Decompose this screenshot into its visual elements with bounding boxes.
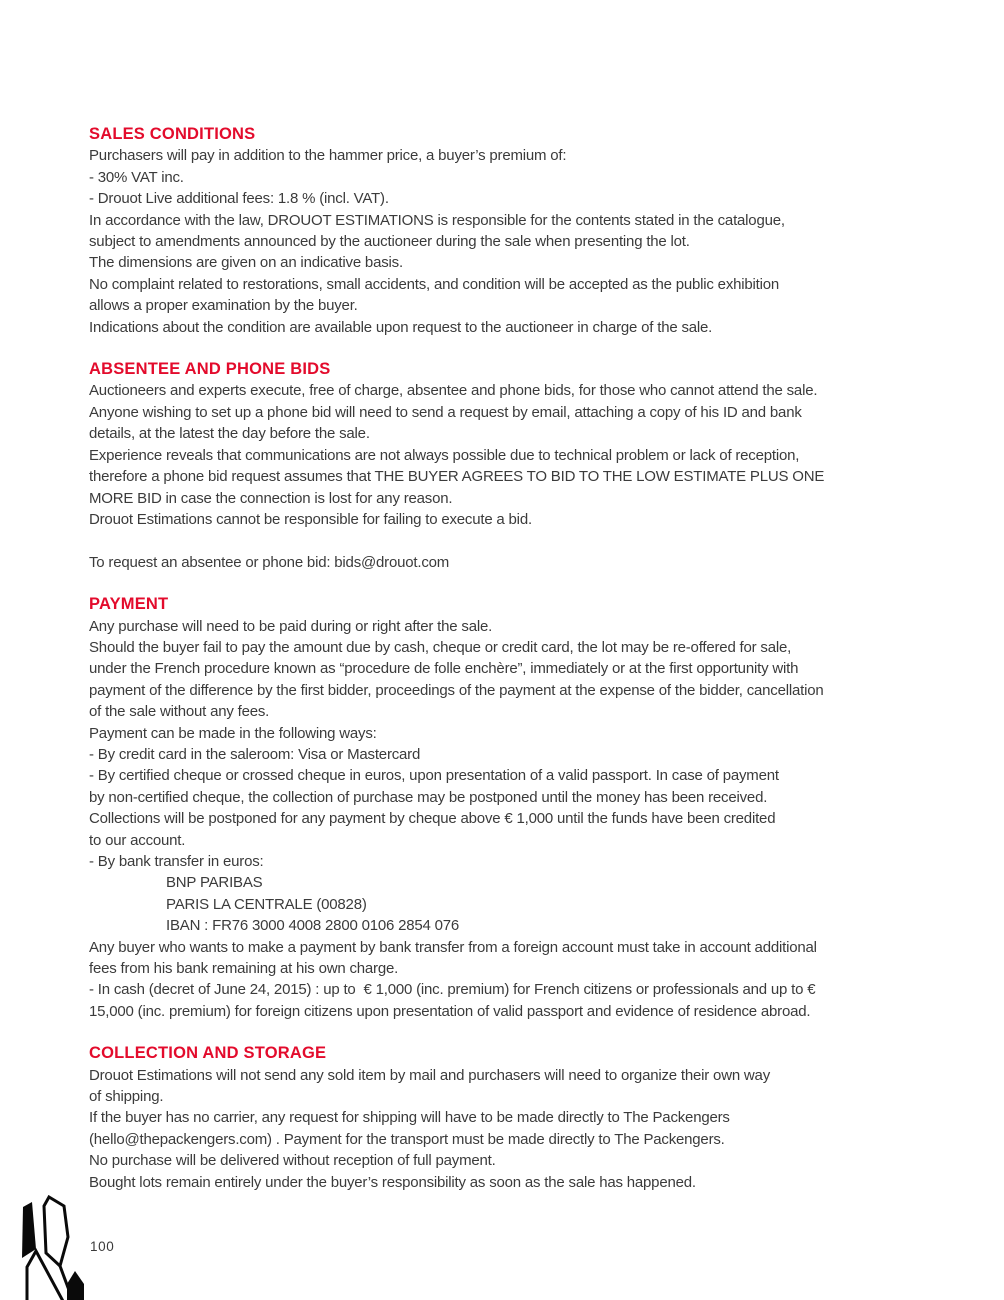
section-collection-storage xyxy=(89,1043,979,1193)
text-line: under the French procedure known as “procedure de folle enchère”, immediately or at the first opportunity with xyxy=(89,660,799,678)
text-line: Any buyer who wants to make a payment by bank transfer from a foreign account must take in account additional xyxy=(89,938,817,956)
section-text xyxy=(89,380,979,573)
text-line: Indications about the condition are available upon request to the auctioneer in charge of the sale. xyxy=(89,318,713,336)
text-line: Collections will be postponed for any payment by cheque above € 1,000 until the funds have been credited xyxy=(89,810,776,828)
section-heading: ABSENTEE AND PHONE BIDS xyxy=(89,360,331,379)
text-line: - By bank transfer in euros: xyxy=(89,852,264,870)
text-line: - By certified cheque or crossed cheque in euros, upon presentation of a valid passport. In case of payment xyxy=(89,767,779,785)
text-line: - Drouot Live additional fees: 1.8 % (incl. VAT). xyxy=(89,190,389,208)
text-line: Any purchase will need to be paid during or right after the sale. xyxy=(89,617,493,635)
text-line: Bought lots remain entirely under the buyer’s responsibility as soon as the sale has happened. xyxy=(89,1173,696,1191)
text-line: To request an absentee or phone bid: bids@drouot.com xyxy=(89,553,450,571)
text-line: of shipping. xyxy=(89,1088,164,1106)
text-line: Payment can be made in the following ways: xyxy=(89,724,377,742)
text-line: Experience reveals that communications are not always possible due to technical problem or lack of reception, xyxy=(89,446,800,464)
text-line: Should the buyer fail to pay the amount due by cash, cheque or credit card, the lot may be re-offered for sale, xyxy=(89,638,792,656)
text-line: - 30% VAT inc. xyxy=(89,168,184,186)
text-line: Drouot Estimations will not send any sold item by mail and purchasers will need to organize their own way xyxy=(89,1066,771,1084)
text-line: Anyone wishing to set up a phone bid will need to send a request by email, attaching a copy of his ID and bank xyxy=(89,403,802,421)
text-line: details, at the latest the day before the sale. xyxy=(89,425,370,443)
section-heading: SALES CONDITIONS xyxy=(89,125,256,143)
section-text xyxy=(89,1065,979,1193)
text-line: - By credit card in the saleroom: Visa or Mastercard xyxy=(89,745,421,763)
section-payment xyxy=(89,594,979,1022)
text-line: Drouot Estimations cannot be responsible for failing to execute a bid. xyxy=(89,510,532,528)
drouot-estimations-logo xyxy=(14,1195,94,1300)
text-line: PARIS LA CENTRALE (00828) xyxy=(89,895,367,913)
section-text xyxy=(89,616,979,1023)
text-line: of the sale without any fees. xyxy=(89,703,270,721)
text-line: (hello@thepackengers.com) . Payment for the transport must be made directly to The Packengers. xyxy=(89,1130,725,1148)
text-line: IBAN : FR76 3000 4008 2800 0106 2854 076 xyxy=(89,917,460,935)
section-text xyxy=(89,145,979,338)
text-line: to our account. xyxy=(89,831,186,849)
text-line: payment of the difference by the first bidder, proceedings of the payment at the expense of the bidder, cancellation xyxy=(89,681,824,699)
text-line: Purchasers will pay in addition to the hammer price, a buyer’s premium of: xyxy=(89,147,567,165)
text-line: 15,000 (inc. premium) for foreign citizens upon presentation of valid passport and evidence of residence abroad. xyxy=(89,1002,811,1020)
text-line: No purchase will be delivered without reception of full payment. xyxy=(89,1152,496,1170)
text-line: If the buyer has no carrier, any request for shipping will have to be made directly to The Packengers xyxy=(89,1109,730,1127)
text-line: therefore a phone bid request assumes that THE BUYER AGREES TO BID TO THE LOW ESTIMATE PLUS ONE xyxy=(89,468,825,486)
text-line: by non-certified cheque, the collection of purchase may be postponed until the money has been received. xyxy=(89,788,768,806)
section-heading: COLLECTION AND STORAGE xyxy=(89,1044,327,1063)
section-absentee-phone-bids xyxy=(89,359,979,573)
text-line: MORE BID in case the connection is lost for any reason. xyxy=(89,489,453,507)
text-line: The dimensions are given on an indicative basis. xyxy=(89,254,403,272)
section-heading: PAYMENT xyxy=(89,595,169,614)
text-line: Auctioneers and experts execute, free of charge, absentee and phone bids, for those who cannot attend the sale. xyxy=(89,382,818,400)
section-sales-conditions xyxy=(89,124,979,338)
text-line: BNP PARIBAS xyxy=(89,874,263,892)
text-line: fees from his bank remaining at his own charge. xyxy=(89,960,399,978)
text-line: - In cash (decret of June 24, 2015) : up to € 1,000 (inc. premium) for French citizens or professionals and up to € xyxy=(89,981,816,999)
text-line: No complaint related to restorations, small accidents, and condition will be accepted as the public exhibition xyxy=(89,275,780,293)
page-number: 100 xyxy=(90,1239,115,1254)
text-line xyxy=(89,530,979,551)
text-line: In accordance with the law, DROUOT ESTIMATIONS is responsible for the contents stated in the catalogue, xyxy=(89,211,785,229)
page-body xyxy=(89,124,979,1193)
text-line: allows a proper examination by the buyer. xyxy=(89,297,358,315)
text-line: subject to amendments announced by the auctioneer during the sale when presenting the lot. xyxy=(89,233,690,251)
